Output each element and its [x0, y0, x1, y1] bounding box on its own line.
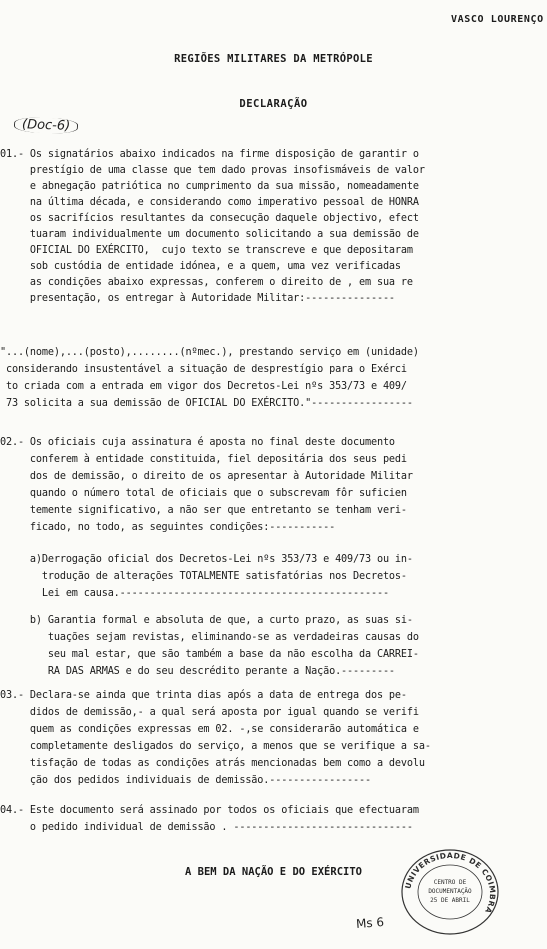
- text-line: 01.- Os signatários abaixo indicados na firme disposição de garantir o: [0, 149, 419, 160]
- text-line: as condições abaixo expressas, conferem o direito de , em sua re: [0, 277, 413, 288]
- handwritten-doc-ref: (Doc-6): [14, 117, 79, 134]
- text-line: seu mal estar, que são também a base da não escolha da CARREI-: [0, 649, 419, 660]
- archive-stamp: [395, 846, 505, 936]
- document-header: REGIÕES MILITARES DA METRÓPOLE: [174, 53, 373, 65]
- text-line: e abnegação patriótica no cumprimento da sua missão, nomeadamente: [0, 181, 419, 192]
- text-line: OFICIAL DO EXÉRCITO, cujo texto se transcreve e que depositaram: [0, 245, 413, 256]
- text-line: o pedido individual de demissão . ------------------------------: [0, 822, 413, 833]
- text-line: considerando insustentável a situação de desprestígio para o Exérci: [0, 364, 407, 375]
- text-line: b) Garantia formal e absoluta de que, a curto prazo, as suas si-: [0, 615, 413, 626]
- text-line: tuaram individualmente um documento solicitando a sua demissão de: [0, 229, 419, 240]
- document-title: DECLARAÇÃO: [239, 98, 308, 110]
- stamp-line-1: CENTRO DE: [433, 879, 467, 886]
- stamp-line-2: DOCUMENTAÇÃO: [428, 888, 472, 895]
- text-line: 04.- Este documento será assinado por todos os oficiais que efectuaram: [0, 805, 419, 816]
- text-line: to criada com a entrada em vigor dos Decretos-Lei nºs 353/73 e 409/: [0, 381, 407, 392]
- text-line: a)Derrogação oficial dos Decretos-Lei nºs 353/73 e 409/73 ou in-: [0, 554, 413, 565]
- text-line: didos de demissão,- a qual será aposta por igual quando se verifi: [0, 707, 419, 718]
- text-line: Lei em causa.---------------------------------------------: [0, 588, 389, 599]
- stamp-ring-text: UNIVERSIDADE DE COIMBRA: [403, 850, 498, 916]
- text-line: RA DAS ARMAS e do seu descrédito perante a Nação.---------: [0, 666, 395, 677]
- text-line: ficado, no todo, as seguintes condições:-----------: [0, 522, 336, 533]
- text-line: 02.- Os oficiais cuja assinatura é aposta no final deste documento: [0, 437, 395, 448]
- text-line: conferem à entidade constituida, fiel depositária dos seus pedi: [0, 454, 407, 465]
- text-line: ção dos pedidos individuais de demissão.-----------------: [0, 775, 371, 786]
- handwritten-page-mark: Ms 6: [355, 915, 385, 931]
- text-line: trodução de alterações TOTALMENTE satisfatórias nos Decretos-: [0, 571, 407, 582]
- stamp-line-3: 25 DE ABRIL: [430, 897, 470, 904]
- text-line: 03.- Declara-se ainda que trinta dias após a data de entrega dos pe-: [0, 690, 407, 701]
- text-line: quando o número total de oficiais que o subscrevam fôr suficien: [0, 488, 407, 499]
- text-line: prestígio de uma classe que tem dado provas insofismáveis de valor: [0, 165, 425, 176]
- author-name: VASCO LOURENÇO: [451, 14, 544, 25]
- text-line: sob custódia de entidade idónea, e a quem, uma vez verificadas: [0, 261, 401, 272]
- text-line: "...(nome),...(posto),........(nºmec.), prestando serviço em (unidade): [0, 347, 419, 358]
- text-line: completamente desligados do serviço, a menos que se verifique a sa-: [0, 741, 431, 752]
- footer-motto: A BEM DA NAÇÃO E DO EXÉRCITO: [184, 866, 362, 878]
- text-line: na última década, e considerando como imperativo pessoal de HONRA: [0, 197, 419, 208]
- text-line: dos de demissão, o direito de os apresentar à Autoridade Militar: [0, 471, 413, 482]
- text-line: os sacrifícios resultantes da consecução daquele objectivo, efect: [0, 213, 419, 224]
- text-line: tisfação de todas as condições atrás mencionadas bem como a devolu: [0, 758, 425, 769]
- text-line: 73 solicita a sua demissão de OFICIAL DO EXÉRCITO."-----------------: [0, 398, 413, 409]
- text-line: tuações sejam revistas, eliminando-se as verdadeiras causas do: [0, 632, 419, 643]
- text-line: temente significativo, a não ser que entretanto se tenham veri-: [0, 505, 407, 516]
- text-line: presentação, os entregar à Autoridade Militar:---------------: [0, 293, 395, 304]
- text-line: quem as condições expressas em 02. -,se considerarão automática e: [0, 724, 419, 735]
